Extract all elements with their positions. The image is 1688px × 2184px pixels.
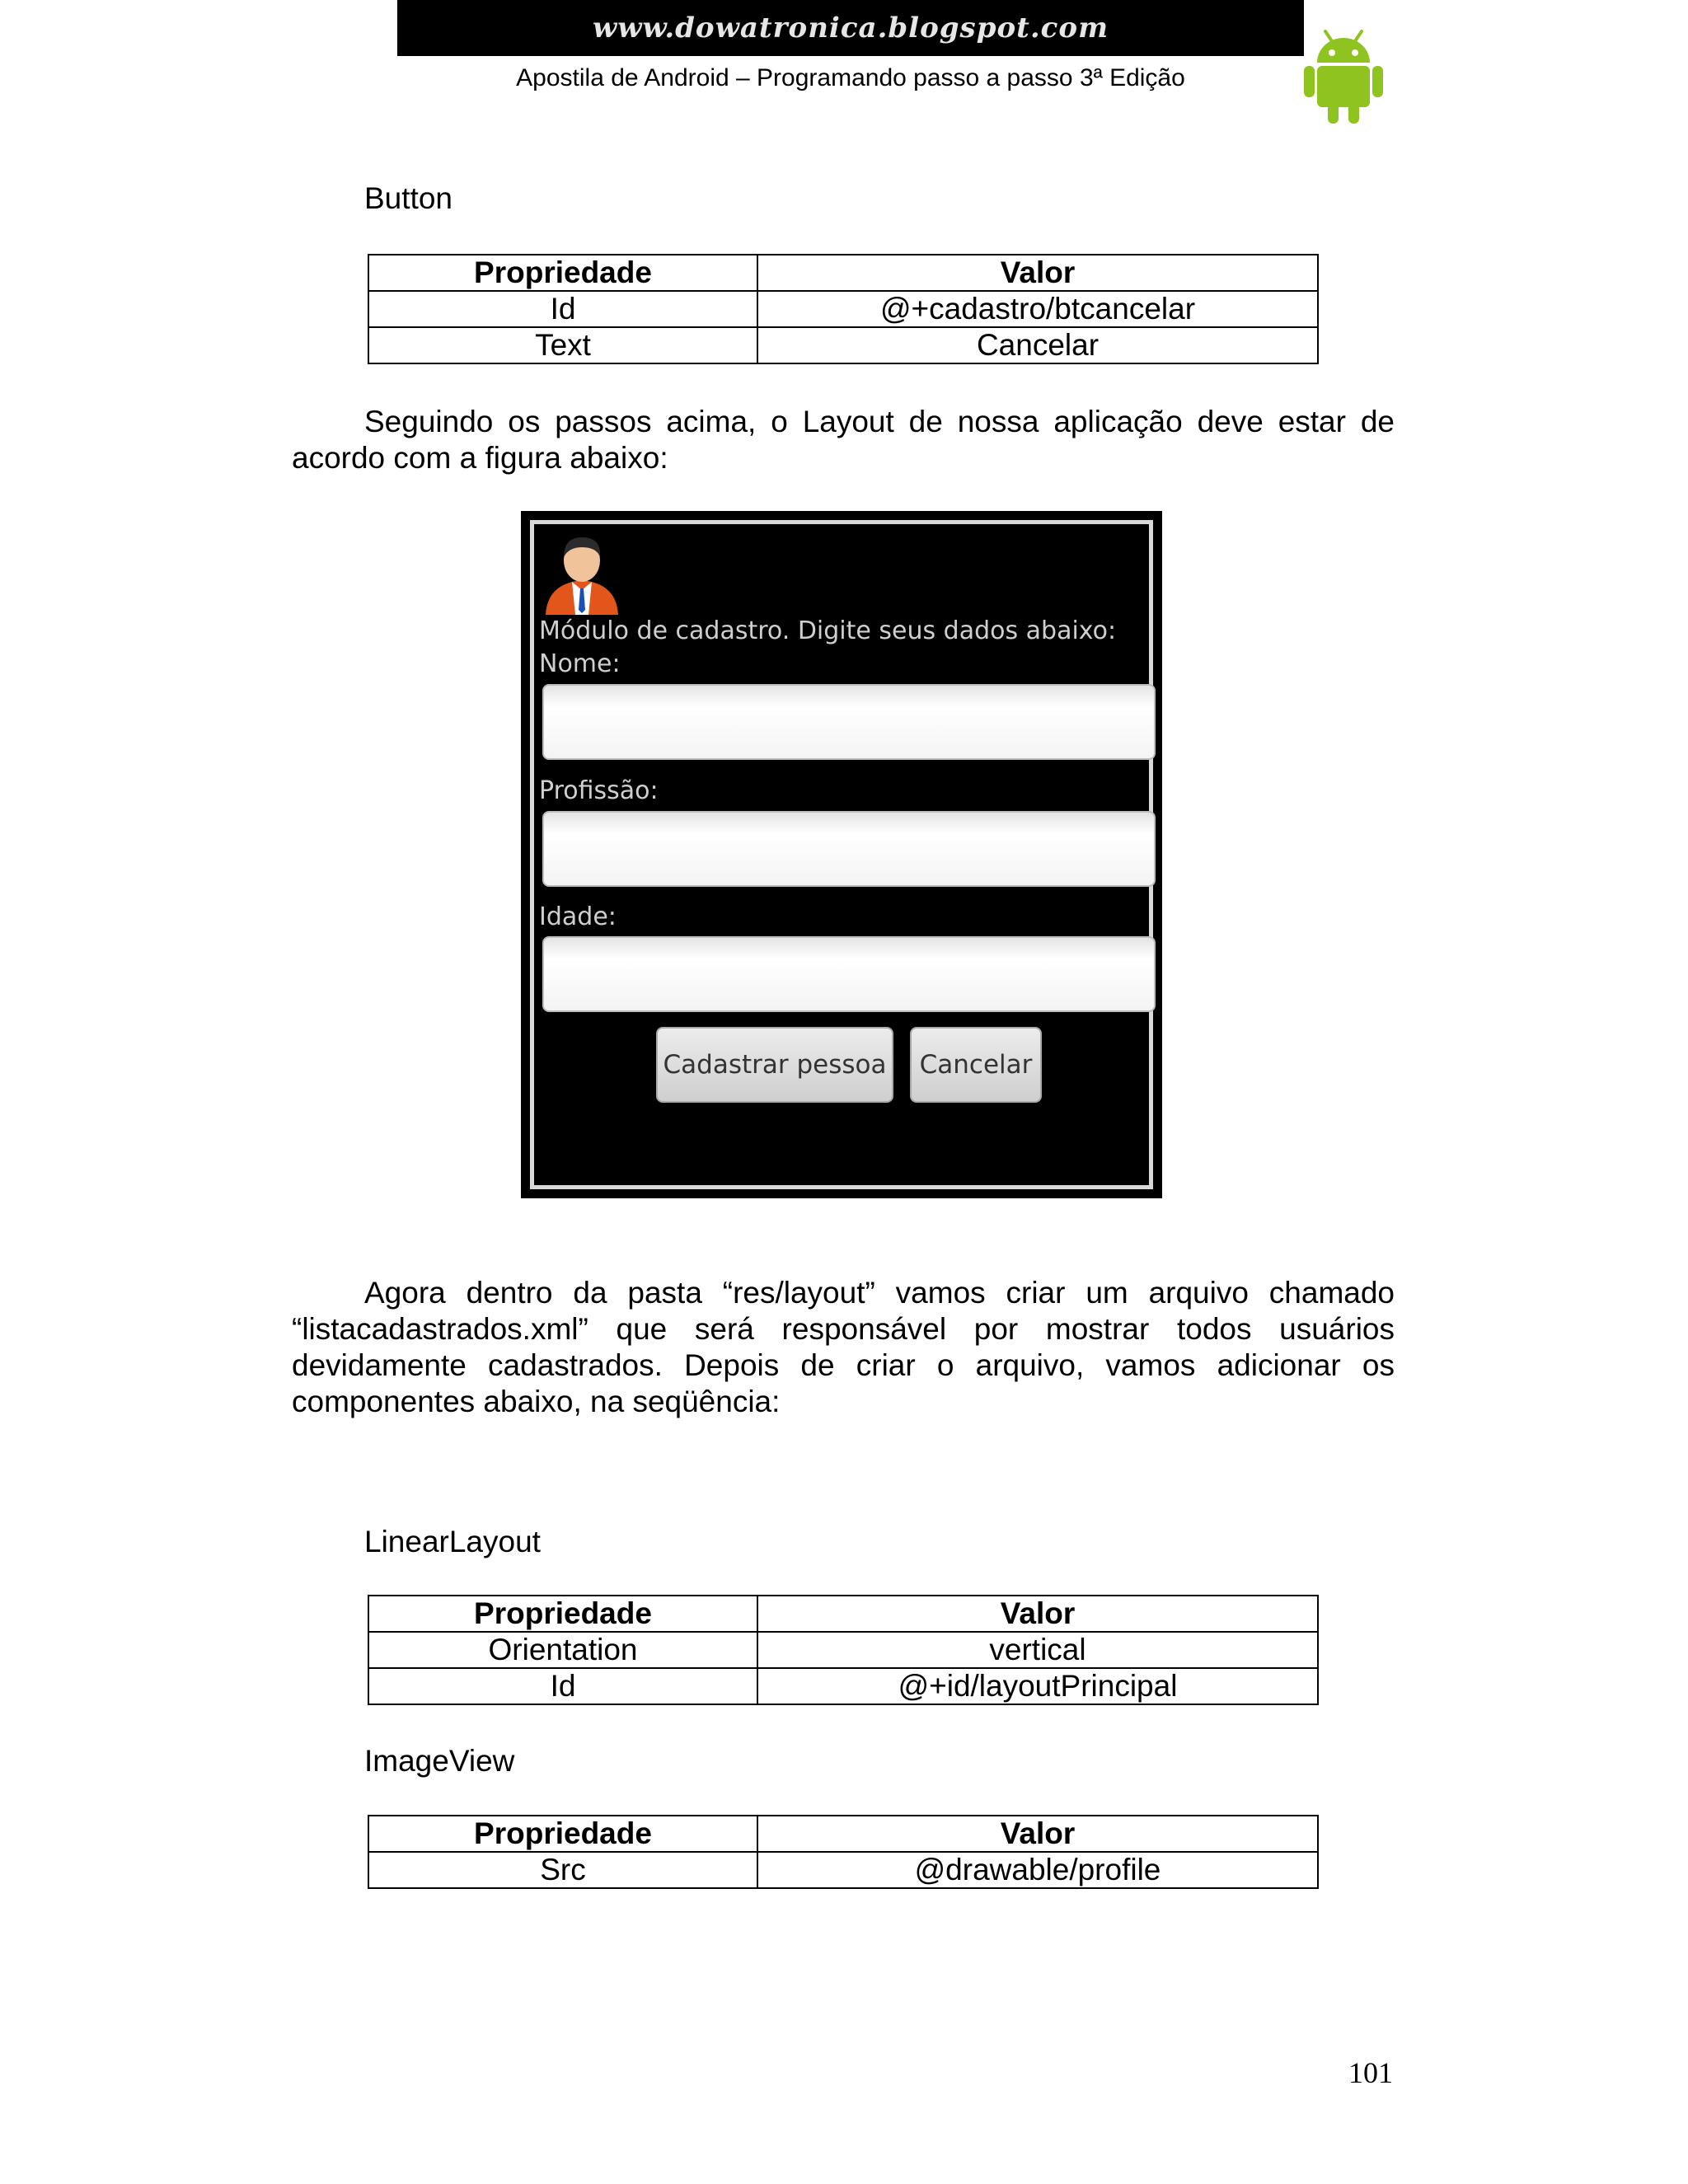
table-cell: vertical <box>757 1632 1318 1668</box>
profile-person-icon <box>539 529 625 615</box>
nome-input[interactable] <box>542 684 1156 760</box>
table-row <box>368 327 1318 363</box>
table-header-row <box>368 1596 1318 1632</box>
app-screenshot <box>521 511 1162 1198</box>
page-number: 101 <box>1348 2056 1393 2089</box>
table-cell: Cancelar <box>757 327 1318 363</box>
column-header: Propriedade <box>368 1816 757 1852</box>
table-cell: Id <box>368 1668 757 1704</box>
paragraph-create-file <box>292 1275 1395 1420</box>
table-cell: @drawable/profile <box>757 1852 1318 1888</box>
form-intro-text: Módulo de cadastro. Digite seus dados abaixo: <box>539 616 1117 645</box>
table-cell: Orientation <box>368 1632 757 1668</box>
table-cell: Src <box>368 1852 757 1888</box>
table-cell: @+cadastro/btcancelar <box>757 291 1318 327</box>
table-cell: Id <box>368 291 757 327</box>
profissao-input[interactable] <box>542 811 1156 887</box>
profissao-label: Profissão: <box>539 776 659 805</box>
table-header-row <box>368 1816 1318 1852</box>
column-header: Propriedade <box>368 255 757 291</box>
idade-input[interactable] <box>542 936 1156 1012</box>
column-header: Valor <box>757 1816 1318 1852</box>
cadastrar-pessoa-button[interactable]: Cadastrar pessoa <box>656 1027 893 1103</box>
section-label-button: Button <box>364 181 452 215</box>
table-row <box>368 1852 1318 1888</box>
site-url: www.dowatronica.blogspot.com <box>592 12 1109 45</box>
paragraph-layout-intro <box>292 404 1395 476</box>
table-row <box>368 291 1318 327</box>
column-header: Valor <box>757 255 1318 291</box>
table-header-row <box>368 255 1318 291</box>
table-cell: @+id/layoutPrincipal <box>757 1668 1318 1704</box>
section-label-imageview: ImageView <box>364 1744 515 1778</box>
paragraph-text: Agora dentro da pasta “res/layout” vamos criar um arquivo chamado “listacadastrados.xml” que será responsável por mostrar todos usuários devidamente cadastrados. Depois de criar o arquivo, vamos adicionar os componentes abaixo, na seqüência: <box>292 1276 1395 1418</box>
column-header: Propriedade <box>368 1596 757 1632</box>
section-label-linearlayout: LinearLayout <box>364 1525 541 1558</box>
table-row <box>368 1632 1318 1668</box>
paragraph-text: Seguindo os passos acima, o Layout de nossa aplicação deve estar de acordo com a figura abaixo: <box>292 405 1395 475</box>
cancelar-button[interactable]: Cancelar <box>910 1027 1042 1103</box>
table-row <box>368 1668 1318 1704</box>
idade-label: Idade: <box>539 902 617 931</box>
site-banner <box>397 0 1304 56</box>
linearlayout-property-table <box>368 1595 1319 1705</box>
column-header: Valor <box>757 1596 1318 1632</box>
document-subtitle: Apostila de Android – Programando passo a passo 3ª Edição <box>516 64 1185 91</box>
imageview-property-table <box>368 1815 1319 1889</box>
android-robot-icon <box>1301 26 1386 125</box>
app-screen <box>530 520 1153 1189</box>
button-property-table <box>368 254 1319 364</box>
nome-label: Nome: <box>539 649 621 678</box>
table-cell: Text <box>368 327 757 363</box>
